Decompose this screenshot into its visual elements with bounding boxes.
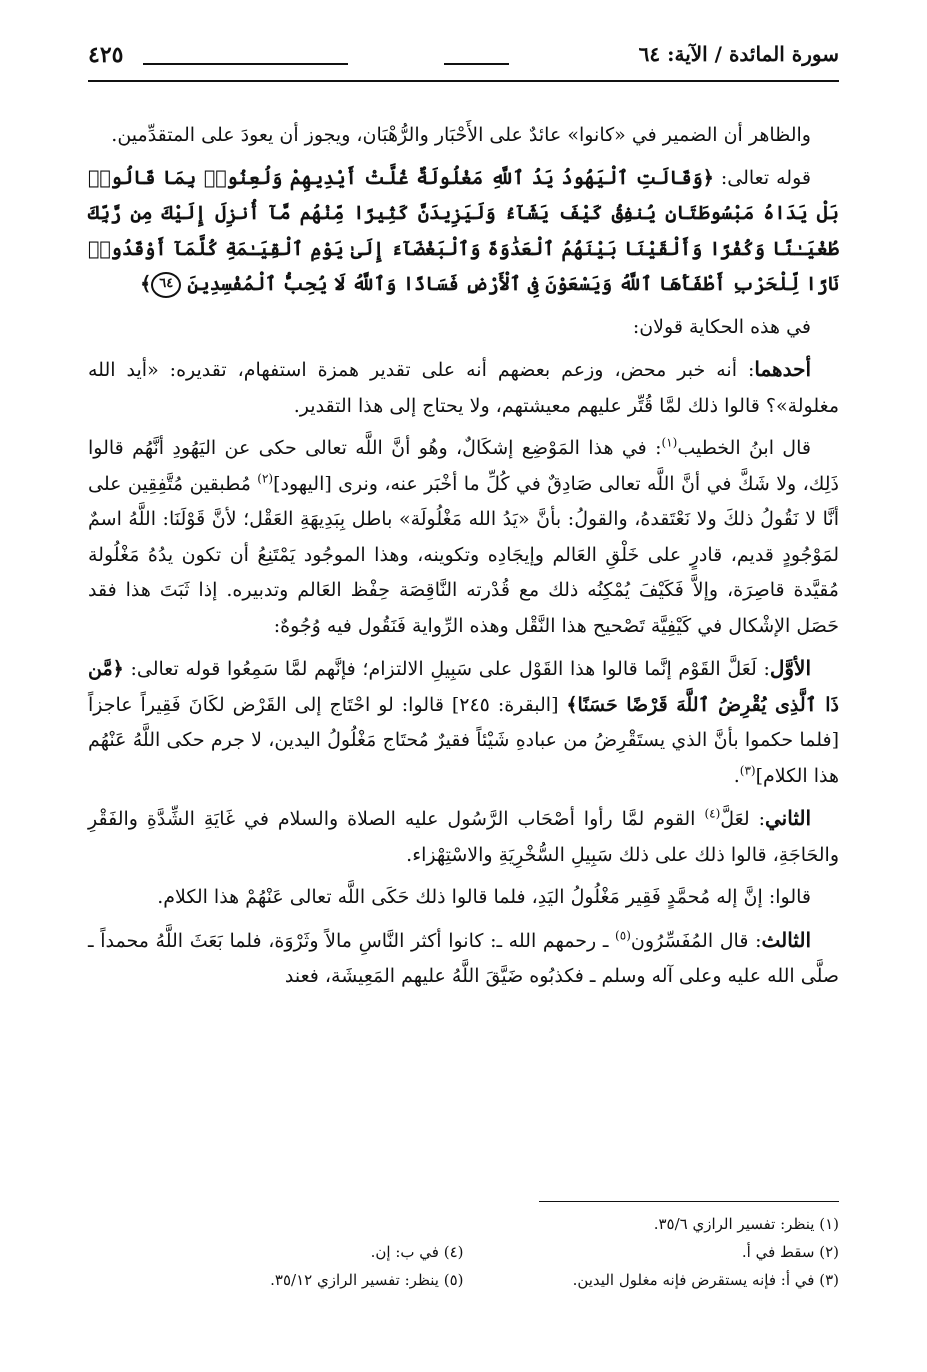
- page-number: ٤٢٥: [88, 42, 124, 68]
- paragraph-3: في هذه الحكاية قولان:: [632, 315, 811, 338]
- paragraph-6-b: [البقرة: ٢٤٥] قالوا: لو احْتَاج إلى القَرْض لكَانَ فَقِيراً عاجزاً [فلما حكموا بأنَّ الذي يستَقْرِضُ من عبادهِ شَيْئاً فقيرٌ مُحتَاج مَغْلُولُ اليدين، لا جرم حكى اللَّهُ عَنْهُم هذا الكلام]: [88, 693, 839, 787]
- paragraph-1: والظاهر أن الضمير في «كانوا» عائدٌ على الأَحْبَار والرُّهْبَان، ويجوز أن يعودَ على المتقدِّمين.: [111, 124, 811, 146]
- footnote-4: (٤) في ب: إن.: [370, 1243, 464, 1261]
- paragraph-4-text: : أنه خبر محض، وزعم بعضهم أنه على تقدير همزة استفهام، تقديره: «أيد الله مغلولة»؟ قالوا ذلك لمَّا قُتِّر عليهم معيشتهم، ولا يحتاج إلى هذا التقدير.: [88, 359, 839, 417]
- footnote-ref-3: (٣): [739, 763, 756, 778]
- paragraph-5-a: قال ابنُ الخطيب: [677, 437, 811, 459]
- footnote-separator: [539, 1201, 839, 1202]
- footnote-spacer: [88, 1210, 464, 1238]
- verse-intro: قوله تعالى:: [713, 166, 811, 189]
- page-header: [88, 42, 839, 82]
- first-aspect-heading: الأوَّل: [769, 656, 811, 680]
- footnote-ref-4: (٤): [704, 806, 721, 821]
- paragraph-7-b: القوم لمَّا رأوا أصْحَاب الرَّسُول عليه الصلاة والسلام في غَايَةِ الشِّدَّةِ والفَقْرِ والحَاجَةِ، قالوا ذلك على ذلك سَبِيلِ السُّخْرِيَةِ والاسْتِهْزاء.: [88, 808, 839, 866]
- paragraph-5: [88, 431, 839, 644]
- header-dash-right: [444, 63, 509, 65]
- paragraph-9-b: ـ رحمهم الله ـ: كانوا أكثر النَّاسِ مالاً وثَرْوَة، فلما بَعَثَ اللَّهُ محمداً ـ صلَّى الله عليه وعلى آله وسلم ـ فكذبُوه ضَيَّقَ اللَّهُ عليهم المَعِيشَة، فعند: [88, 929, 839, 987]
- paragraph-verse-64: [88, 161, 839, 303]
- footnote-2: (٢) سقط في أ.: [741, 1243, 839, 1261]
- paragraph-6-end: .: [733, 764, 740, 787]
- paragraph-9: [88, 923, 839, 995]
- running-title: سورة المائدة / الآية: ٦٤: [638, 42, 839, 66]
- footnote-ref-1: (١): [661, 435, 678, 450]
- footnotes: [88, 1210, 839, 1294]
- header-rule: [88, 80, 839, 82]
- header-dash-left: [143, 63, 348, 65]
- ayah-number-badge: ٦٤: [151, 272, 181, 298]
- paragraph-7-a: : لعَلَّ: [720, 808, 765, 830]
- quran-verse: ﴿وَقَالَتِ ٱلْيَهُودُ يَدُ ٱللَّهِ مَغْلُولَةٌ غُلَّتْ أَيْدِيهِمْ وَلُعِنُوا۟ بِمَا قَالُوا۟ بَلْ يَدَاهُ مَبْسُوطَتَانِ يُنفِقُ كَيْفَ يَشَآءُ وَلَيَزِيدَنَّ كَثِيرًا مِّنْهُم مَّآ أُنزِلَ إِلَيْكَ مِن رَّبِّكَ طُغْيَـٰنًا وَكُفْرًا وَأَلْقَيْنَا بَيْنَهُمُ ٱلْعَدَٰوَةَ وَٱلْبَغْضَآءَ إِلَىٰ يَوْمِ ٱلْقِيَـٰمَةِ كُلَّمَآ أَوْقَدُوا۟ نَارًا لِّلْحَرْبِ أَطْفَأَهَا ٱللَّهُ وَيَسْعَوْنَ فِى ٱلْأَرْضِ فَسَادًا وَٱللَّهُ لَا يُحِبُّ ٱلْمُفْسِدِينَ: [88, 166, 839, 295]
- paragraph-6: [88, 651, 839, 794]
- third-aspect-heading: الثالث: [761, 927, 811, 952]
- footnote-row-3: [88, 1266, 839, 1294]
- main-text: [88, 118, 839, 1002]
- second-aspect-heading: الثاني: [764, 806, 811, 830]
- footnote-3: (٣) في أ: فإنه يستقرض فإنه مغلول اليدين.: [572, 1271, 839, 1289]
- paragraph-7: [88, 801, 839, 873]
- paragraph-5-c: مُطبقين مُتَّفِقِين على أنَّا لا نَقُولُ ذلكَ ولا نَعْتَقدهُ، والقولُ: بأنَّ «يَدُ الله مَغْلُولَة» باطل بِبَدِيهَةِ العَقْل؛ لأنَّ قَوْلَنَا: اللَّهُ اسمٌ لمَوْجُودٍ قديم، قادرٍ على خَلْقِ العَالم وإيجَادِه وتكوينه، وهذا الموجُود يَمْتَنِعُ أن تكون يدُهُ مَغْلُولة مُقيَّدة قاصِرَة، وإلاَّ فَكَيْفَ يُمْكِنُه ذلك مع قُدْرته النَّاقِصَة حِفْظ العَالم وتدبيره. إذا ثَبَتَ هذا فقد حَصَل الإشْكال في كَيْفِيَّة تَصْحيح هذا النَّقْل وهذه الرِّواية فَنَقُول فيه وُجُوهٌ:: [88, 472, 839, 637]
- footnote-ref-2: (٢): [257, 471, 274, 486]
- footnote-5: (٥) ينظر: تفسير الرازي ٣٥/١٢.: [270, 1271, 464, 1289]
- paragraph-4: [88, 352, 839, 424]
- paragraph-8: قالوا: إنَّ إله مُحمَّدٍ فَقِير مَغْلُولُ اليَدِ، فلما قالوا ذلك حَكَى اللَّه تعالى عَنْهُمْ هذا الكلام.: [157, 886, 811, 908]
- paragraph-9-a: : قال المُفَسِّرُون: [630, 929, 762, 952]
- footnote-ref-5: (٥): [615, 928, 631, 943]
- paragraph-5-b: : في هذا المَوْضِع إشكَالٌ، وهُو أنَّ اللَّه تعالى حكى عن اليَهُودِ أنَّهُم قالوا ذَلِك، ولا شَكَّ في أنَّ اللَّه تعالى صَادِقٌ في كُلِّ ما أخْبَر عنه، ونرى [اليهود]: [88, 437, 839, 495]
- footnote-row-1: [88, 1210, 839, 1238]
- first-view-heading: أحدهما: [754, 357, 811, 381]
- footnote-row-2: [88, 1238, 839, 1266]
- footnote-1: (١) ينظر: تفسير الرازي ٣٥/٦.: [653, 1215, 839, 1233]
- quran-quote-baqara: ﴿مَّن ذَا ٱلَّذِى يُقْرِضُ ٱللَّهَ قَرْضًا حَسَنًا﴾: [88, 658, 839, 716]
- verse-close-bracket: ﴾: [140, 273, 152, 295]
- paragraph-6-a: : لَعَلَّ القَوْم إنَّما قالوا هذا القَوْل على سَبِيلِ الالتزام؛ فإنَّهم لمَّا سَمِعُوا قوله تعالى:: [123, 658, 770, 680]
